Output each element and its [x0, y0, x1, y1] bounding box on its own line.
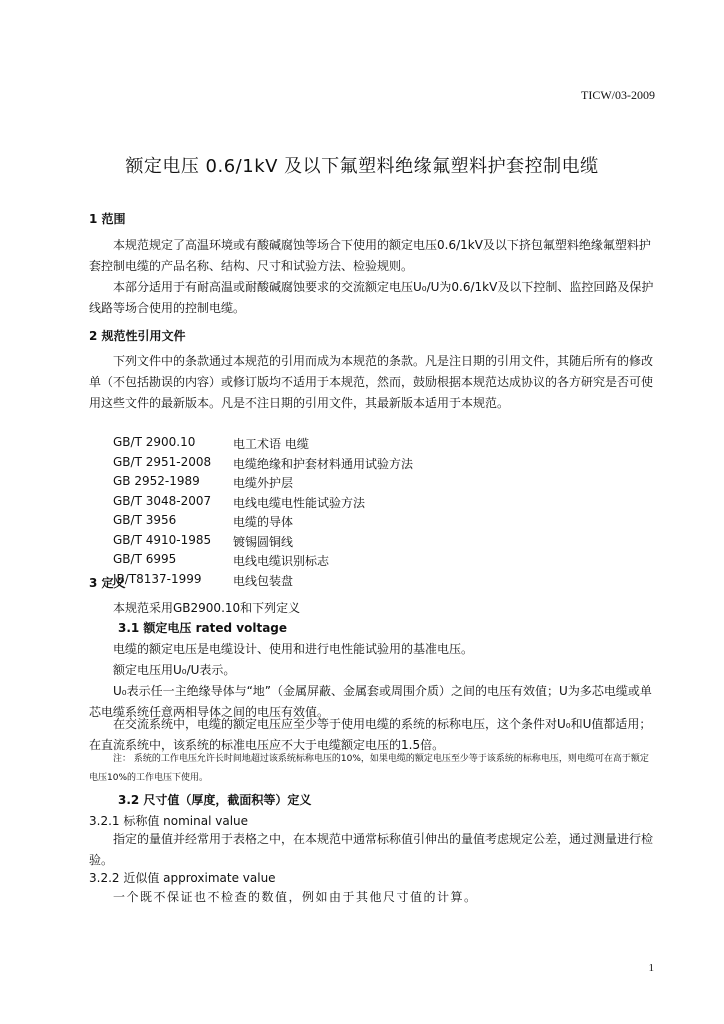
- reference-name: 镀锡圆铜线: [233, 534, 294, 549]
- note-text: 注： 系统的工作电压允许长时间地超过该系统标称电压的10%，如果电缆的额定电压至少等于该系统的标称电压，则电缆可在高于额定电压10%的工作电压下使用。: [89, 754, 649, 783]
- section-3-2-1-heading: 3.2.1 标称值 nominal value: [89, 814, 249, 828]
- section-3-2-2-para: 一个既不保证也不检查的数值，例如由于其他尺寸值的计算。: [113, 890, 478, 904]
- reference-name: 电线电缆电性能试验方法: [233, 495, 366, 510]
- standard-code: TICW/03-2009: [581, 88, 655, 102]
- reference-name: 电缆的导体: [233, 515, 294, 529]
- section-3-1-heading: 3.1 额定电压 rated voltage: [118, 621, 288, 635]
- reference-name: 电线包装盘: [233, 573, 294, 588]
- section-3-heading: 3 定义: [89, 576, 126, 590]
- reference-item: [113, 494, 413, 514]
- reference-code: GB/T 2900.10: [113, 435, 196, 449]
- reference-item: [113, 552, 413, 572]
- section-3-2-1-para: 指定的量值并经常用于表格之中，在本规范中通常标称值引伸出的量值考虑规定公差，通过测量进行检验。: [89, 832, 654, 867]
- section-3-2-heading: 3.2 尺寸值（厚度，截面积等）定义: [118, 793, 312, 807]
- reference-code: GB/T 3956: [113, 513, 177, 527]
- section-3-intro: 本规范采用GB2900.10和下列定义: [113, 601, 301, 615]
- reference-code: GB/T 3048-2007: [113, 493, 212, 508]
- reference-item: [113, 513, 413, 533]
- section-3-1-para-1: 电缆的额定电压是电缆设计、使用和进行电性能试验用的基准电压。: [113, 642, 474, 656]
- reference-code: GB/T 4910-1985: [113, 532, 212, 547]
- page-number: 1: [648, 962, 654, 974]
- section-3-1-para-2: 额定电压用U₀/U表示。: [113, 663, 236, 677]
- reference-name: 电工术语 电缆: [233, 437, 309, 451]
- section-1-para-2: 本部分适用于有耐高温或耐酸碱腐蚀要求的交流额定电压U₀/U为0.6/1kV及以下控制、监控回路及保护线路等场合使用的控制电缆。: [89, 280, 654, 315]
- reference-list: [113, 435, 413, 591]
- reference-name: 电缆绝缘和护套材料通用试验方法: [233, 456, 414, 471]
- page-title: 额定电压 0.6/1kV 及以下氟塑料绝缘氟塑料护套控制电缆: [125, 156, 599, 177]
- reference-item: [113, 455, 413, 475]
- reference-name: 电线电缆识别标志: [233, 554, 330, 568]
- section-2-para-1: 下列文件中的条款通过本规范的引用而成为本规范的条款。凡是注日期的引用文件，其随后所有的修改单（不包括勘误的内容）或修订版均不适用于本规范，然而，鼓励根据本规范达成协议的各方研究是否可使用这些文件的最新版本。凡是不注日期的引用文件，其最新版本适用于本规范。: [89, 354, 654, 410]
- section-1-para-1: 本规范规定了高温环境或有酸碱腐蚀等场合下使用的额定电压0.6/1kV及以下挤包氟塑料绝缘氟塑料护套控制电缆的产品名称、结构、尺寸和试验方法、检验规则。: [89, 238, 651, 273]
- section-3-1-para-4: 在交流系统中，电缆的额定电压应至少等于使用电缆的系统的标称电压，这个条件对U₀和U值都适用；在直流系统中，该系统的标准电压应不大于电缆额定电压的1.5倍。: [89, 717, 652, 752]
- section-2-heading: 2 规范性引用文件: [89, 329, 186, 343]
- reference-name: 电缆外护层: [233, 476, 294, 490]
- reference-code: GB/T 6995: [113, 552, 177, 566]
- reference-item: [113, 572, 413, 592]
- reference-item: [113, 474, 413, 494]
- reference-code: GB/T 2951-2008: [113, 454, 212, 469]
- reference-code: GB 2952-1989: [113, 474, 200, 488]
- section-3-2-2-heading: 3.2.2 近似值 approximate value: [89, 871, 276, 885]
- section-3-1-para-3: U₀表示任一主绝缘导体与“地”（金属屏蔽、金属套或周围介质）之间的电压有效值；U为多芯电缆或单芯电缆系统任意两相导体之间的电压有效值。: [89, 684, 652, 719]
- reference-item: [113, 435, 413, 455]
- section-1-heading: 1 范围: [89, 212, 126, 226]
- reference-code: JB/T8137-1999: [113, 571, 202, 586]
- reference-item: [113, 533, 413, 553]
